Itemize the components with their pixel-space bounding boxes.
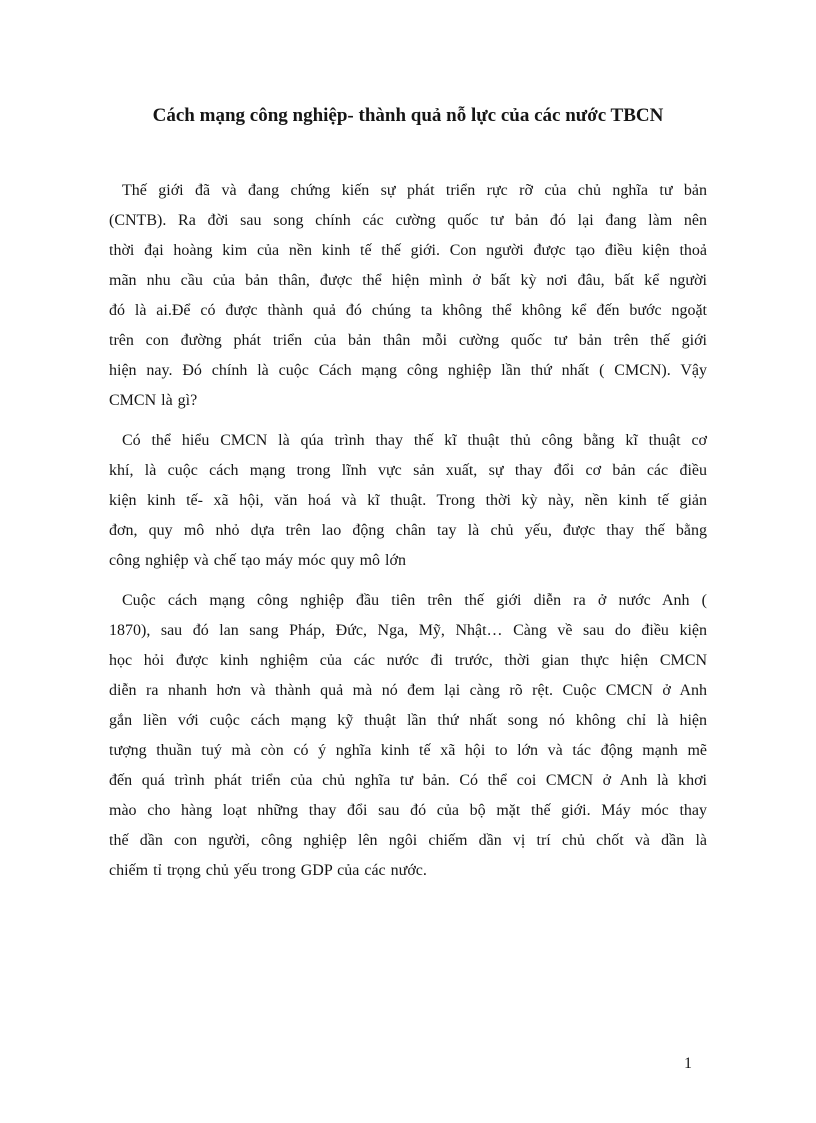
text-line: Có thể hiểu CMCN là qúa trình thay thế kĩ thuật thủ công bằng kĩ thuật cơ: [122, 432, 707, 449]
text-line: mãn nhu cầu của bản thân, được thể hiện mình ở bất kỳ nơi đâu, bất kể người: [109, 272, 707, 289]
text-line: đơn, quy mô nhỏ dựa trên lao động chân tay là chủ yếu, được thay thế bằng: [109, 522, 707, 539]
document-title: Cách mạng công nghiệp- thành quả nỗ lực của các nước TBCN: [152, 105, 664, 126]
text-line: khí, là cuộc cách mạng trong lĩnh vực sản xuất, sự thay đổi cơ bản các điều: [109, 462, 707, 479]
text-line: (CNTB). Ra đời sau song chính các cường quốc tư bản đó lại đang làm nên: [109, 212, 707, 229]
text-line: Cuộc cách mạng công nghiệp đầu tiên trên thế giới diễn ra ở nước Anh (: [122, 592, 707, 609]
page-number: 1: [684, 1055, 692, 1072]
text-line: kiện kinh tế- xã hội, văn hoá và kĩ thuật. Trong thời kỳ này, nền kinh tế giản: [109, 492, 707, 509]
text-line: đến quá trình phát triển của chủ nghĩa tư bản. Có thể coi CMCN ở Anh là khơi: [109, 772, 707, 789]
text-line: gắn liền với cuộc cách mạng kỹ thuật lần thứ nhất song nó không chỉ là hiện: [109, 712, 707, 729]
text-line: diễn ra nhanh hơn và thành quả mà nó đem lại càng rõ rệt. Cuộc CMCN ở Anh: [109, 682, 707, 699]
text-line: 1870), sau đó lan sang Pháp, Đức, Nga, Mỹ, Nhật… Càng về sau do điều kiện: [109, 622, 707, 639]
text-line: thời đại hoàng kim của nền kinh tế thế giới. Con người được tạo điều kiện thoả: [109, 242, 707, 259]
text-line: Thế giới đã và đang chứng kiến sự phát triển rực rỡ của chủ nghĩa tư bản: [122, 182, 707, 199]
text-line: mào cho hàng loạt những thay đổi sau đó của bộ mặt thế giới. Máy móc thay: [109, 802, 707, 819]
text-line: tượng thuần tuý mà còn có ý nghĩa kinh tế xã hội to lớn và tác động mạnh mẽ: [109, 742, 707, 759]
text-line: đó là ai.Để có được thành quả đó chúng ta không thể không kể đến bước ngoặt: [109, 302, 707, 319]
document-body: [109, 176, 707, 896]
paragraph-3: [109, 586, 707, 886]
text-line: thế dần con người, công nghiệp lên ngôi chiếm dần vị trí chủ chốt và dần là: [109, 832, 707, 849]
text-line: hiện nay. Đó chính là cuộc Cách mạng công nghiệp lần thứ nhất ( CMCN). Vậy: [109, 362, 707, 379]
text-line: công nghiệp và chế tạo máy móc quy mô lớn: [109, 552, 406, 569]
text-line: CMCN là gì?: [109, 392, 198, 409]
text-line: học hỏi được kinh nghiệm của các nước đi trước, thời gian thực hiện CMCN: [109, 652, 707, 669]
text-line: chiếm tỉ trọng chủ yếu trong GDP của các nước.: [109, 862, 427, 879]
paragraph-1: [109, 176, 707, 416]
paragraph-2: [109, 426, 707, 576]
text-line: trên con đường phát triển của bản thân mỗi cường quốc tư bản trên thế giới: [109, 332, 707, 349]
